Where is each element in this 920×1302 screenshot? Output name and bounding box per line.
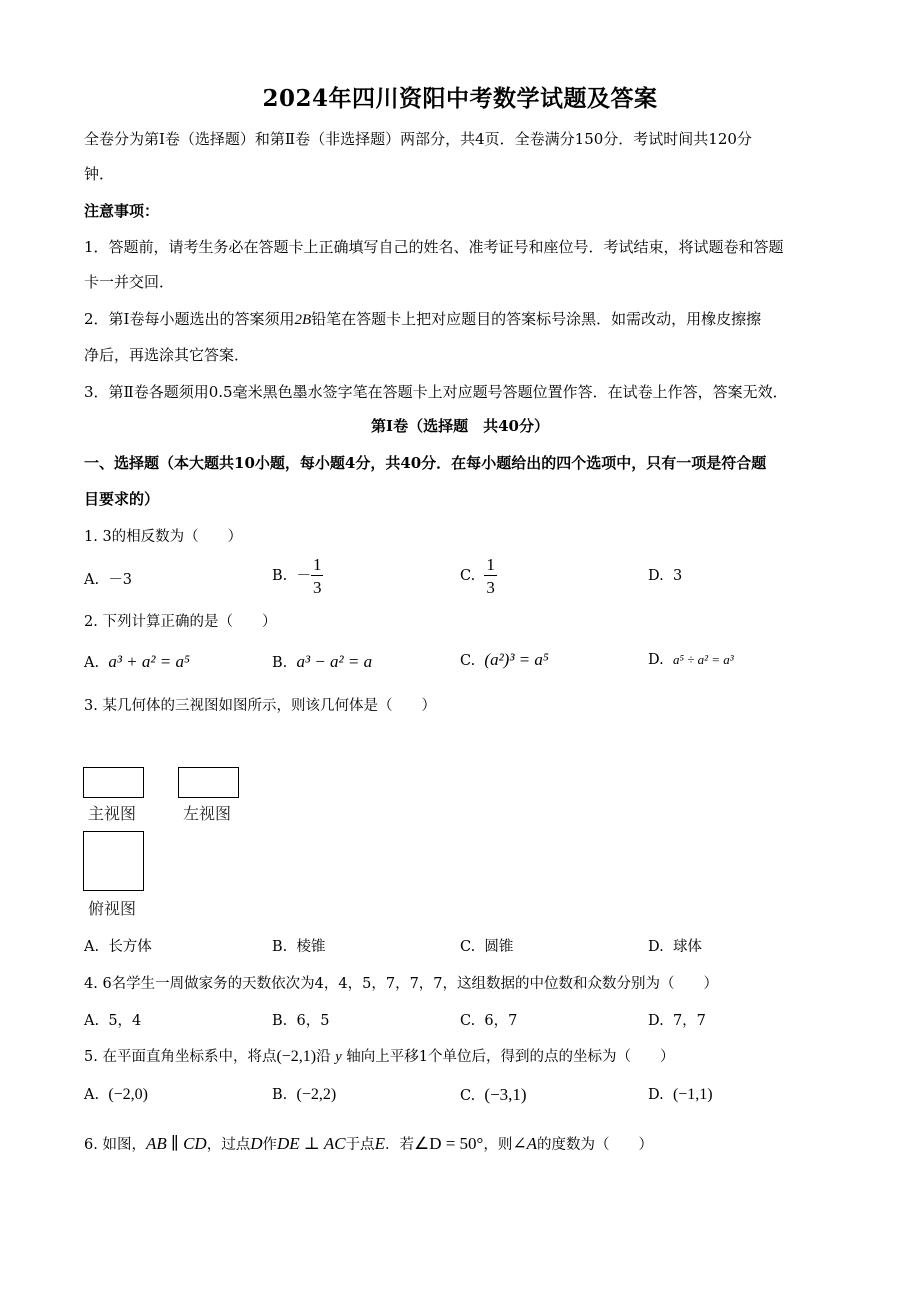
q3-option-b	[272, 935, 325, 956]
option-text: 圆锥	[484, 939, 514, 955]
option-label: D.	[648, 939, 664, 955]
option-label: B.	[272, 1013, 288, 1029]
option-text: (−2,2)	[296, 1086, 337, 1103]
option-label: C.	[460, 653, 476, 669]
option-text: 长方体	[108, 939, 152, 955]
option-text: 7，7	[672, 1013, 706, 1029]
option-text: －3	[108, 572, 133, 588]
question-3-stem: 3. 某几何体的三视图如图所示，则该几何体是（ ）	[84, 698, 436, 714]
q3-option-d	[648, 935, 702, 956]
minus-sign: －	[296, 568, 311, 584]
left-view-label: 左视图	[183, 804, 232, 823]
notice-heading: 注意事项：	[84, 202, 160, 220]
perpendicular-statement: DE ⊥ AC	[276, 1134, 346, 1153]
denominator: 3	[486, 578, 495, 597]
math-expression: a³ − a² = a	[296, 652, 373, 671]
option-text: 3	[672, 568, 683, 584]
q3-option-c	[460, 935, 513, 956]
q1-option-a	[84, 568, 132, 589]
option-label: C.	[460, 1088, 476, 1104]
stem-text: 6. 如图，	[84, 1137, 146, 1153]
option-label: A.	[84, 572, 100, 588]
section-1-line-2: 目要求的）	[84, 490, 160, 508]
denominator: 3	[312, 578, 322, 597]
point-d: D	[250, 1134, 263, 1153]
option-text: 6，5	[296, 1013, 330, 1029]
document-title: 2024年四川资阳中考数学试题及答案	[262, 85, 658, 112]
option-label: A.	[84, 655, 100, 671]
stem-text: 沿	[316, 1049, 331, 1065]
q3-option-a	[84, 935, 152, 956]
question-6-stem	[84, 1133, 653, 1154]
math-expression: a⁵ ÷ a² = a³	[672, 652, 734, 667]
left-view-rectangle	[178, 767, 239, 798]
q2-option-a	[84, 652, 190, 672]
q5-option-a	[84, 1086, 148, 1104]
option-label: D.	[648, 568, 664, 584]
front-view-label: 主视图	[88, 804, 137, 823]
point-coordinates: (−2,1)	[276, 1048, 317, 1065]
notice-2-line-2: 净后，再选涂其它答案．	[84, 346, 250, 364]
front-view-rectangle	[83, 767, 144, 798]
intro-line-2: 钟．	[84, 165, 115, 183]
option-label: A.	[84, 939, 100, 955]
option-label: D.	[648, 1013, 664, 1029]
option-label: D.	[648, 652, 664, 668]
question-2-stem: 2. 下列计算正确的是（ ）	[84, 614, 277, 630]
q5-option-d	[648, 1086, 713, 1104]
q1-option-d	[648, 568, 682, 584]
q4-option-c	[460, 1009, 517, 1030]
axis-variable: y	[335, 1049, 342, 1065]
part-1-heading: 第Ⅰ卷（选择题 共40分）	[371, 417, 549, 435]
pencil-type: 2B	[294, 312, 312, 328]
top-view-label: 俯视图	[88, 899, 137, 918]
stem-text: 5. 在平面直角坐标系中，将点	[84, 1049, 277, 1065]
stem-text: 作	[262, 1137, 277, 1153]
q2-option-c	[460, 650, 549, 670]
option-text: 棱锥	[296, 939, 326, 955]
notice-1-line-2: 卡一并交回．	[84, 273, 175, 291]
numerator: 1	[312, 555, 322, 574]
notice-2-text-a: 2．第Ⅰ卷每小题选出的答案须用	[84, 310, 295, 328]
math-expression: a³ + a² = a⁵	[108, 652, 190, 671]
option-label: B.	[272, 655, 288, 671]
option-text: 6，7	[484, 1013, 518, 1029]
option-label: D.	[648, 1087, 664, 1103]
numerator: 1	[486, 555, 495, 574]
q4-option-d	[648, 1009, 706, 1030]
option-text: (−3,1)	[484, 1085, 527, 1104]
option-text: 球体	[672, 939, 702, 955]
option-label: B.	[272, 568, 288, 584]
stem-text: 的度数为（ ）	[537, 1137, 653, 1153]
notice-3: 3．第Ⅱ卷各题须用0.5毫米黑色墨水签字笔在答题卡上对应题号答题位置作答．在试卷上作答，答案无效．	[84, 383, 788, 401]
angle-a: ∠A	[512, 1134, 537, 1153]
q2-option-d	[648, 652, 734, 668]
stem-text: ，则	[483, 1137, 513, 1153]
q1-option-b	[272, 556, 323, 596]
fraction	[311, 556, 324, 596]
option-label: A.	[84, 1087, 100, 1103]
q4-option-b	[272, 1009, 329, 1030]
option-label: B.	[272, 1087, 288, 1103]
stem-text: ．若	[384, 1137, 414, 1153]
option-text: (−1,1)	[672, 1086, 713, 1103]
point-e: E	[374, 1134, 385, 1153]
section-1-line-1: 一、选择题（本大题共10小题，每小题4分，共40分．在每小题给出的四个选项中，只有一项是符合题	[84, 454, 767, 472]
q2-option-b	[272, 652, 372, 672]
option-label: C.	[460, 1013, 476, 1029]
option-label: C.	[460, 568, 476, 584]
stem-text: 于点	[345, 1137, 375, 1153]
q5-option-c	[460, 1085, 527, 1105]
option-label: B.	[272, 939, 288, 955]
question-4-stem: 4. 6名学生一周做家务的天数依次为4，4，5，7，7，7，这组数据的中位数和众数分别为（ ）	[84, 976, 719, 992]
stem-text: ，过点	[206, 1137, 251, 1153]
math-expression: (a²)³ = a⁵	[484, 650, 549, 669]
question-1-stem: 1. 3的相反数为（ ）	[84, 529, 243, 545]
angle-d-value: ∠D = 50°	[413, 1134, 484, 1153]
q4-option-a	[84, 1009, 141, 1030]
option-text: (−2,0)	[108, 1086, 148, 1103]
notice-1-line-1: 1．答题前，请考生务必在答题卡上正确填写自己的姓名、准考证号和座位号．考试结束，将试题卷和答题	[84, 238, 784, 256]
fraction	[484, 556, 497, 596]
notice-2-line-1	[84, 308, 761, 329]
top-view-square	[83, 831, 144, 891]
stem-text: 轴向上平移1个单位后，得到的点的坐标为（ ）	[346, 1049, 675, 1065]
option-label: C.	[460, 939, 476, 955]
q1-option-c	[460, 556, 497, 596]
notice-2-text-b: 铅笔在答题卡上把对应题目的答案标号涂黑．如需改动，用橡皮擦擦	[311, 310, 762, 328]
option-label: A.	[84, 1013, 100, 1029]
parallel-statement: AB ∥ CD	[145, 1134, 207, 1153]
intro-line-1: 全卷分为第Ⅰ卷（选择题）和第Ⅱ卷（非选择题）两部分，共4页．全卷满分150分．考试时间共120分	[84, 130, 752, 148]
option-text: 5，4	[108, 1013, 142, 1029]
q5-option-b	[272, 1086, 336, 1104]
question-5-stem	[84, 1045, 675, 1066]
